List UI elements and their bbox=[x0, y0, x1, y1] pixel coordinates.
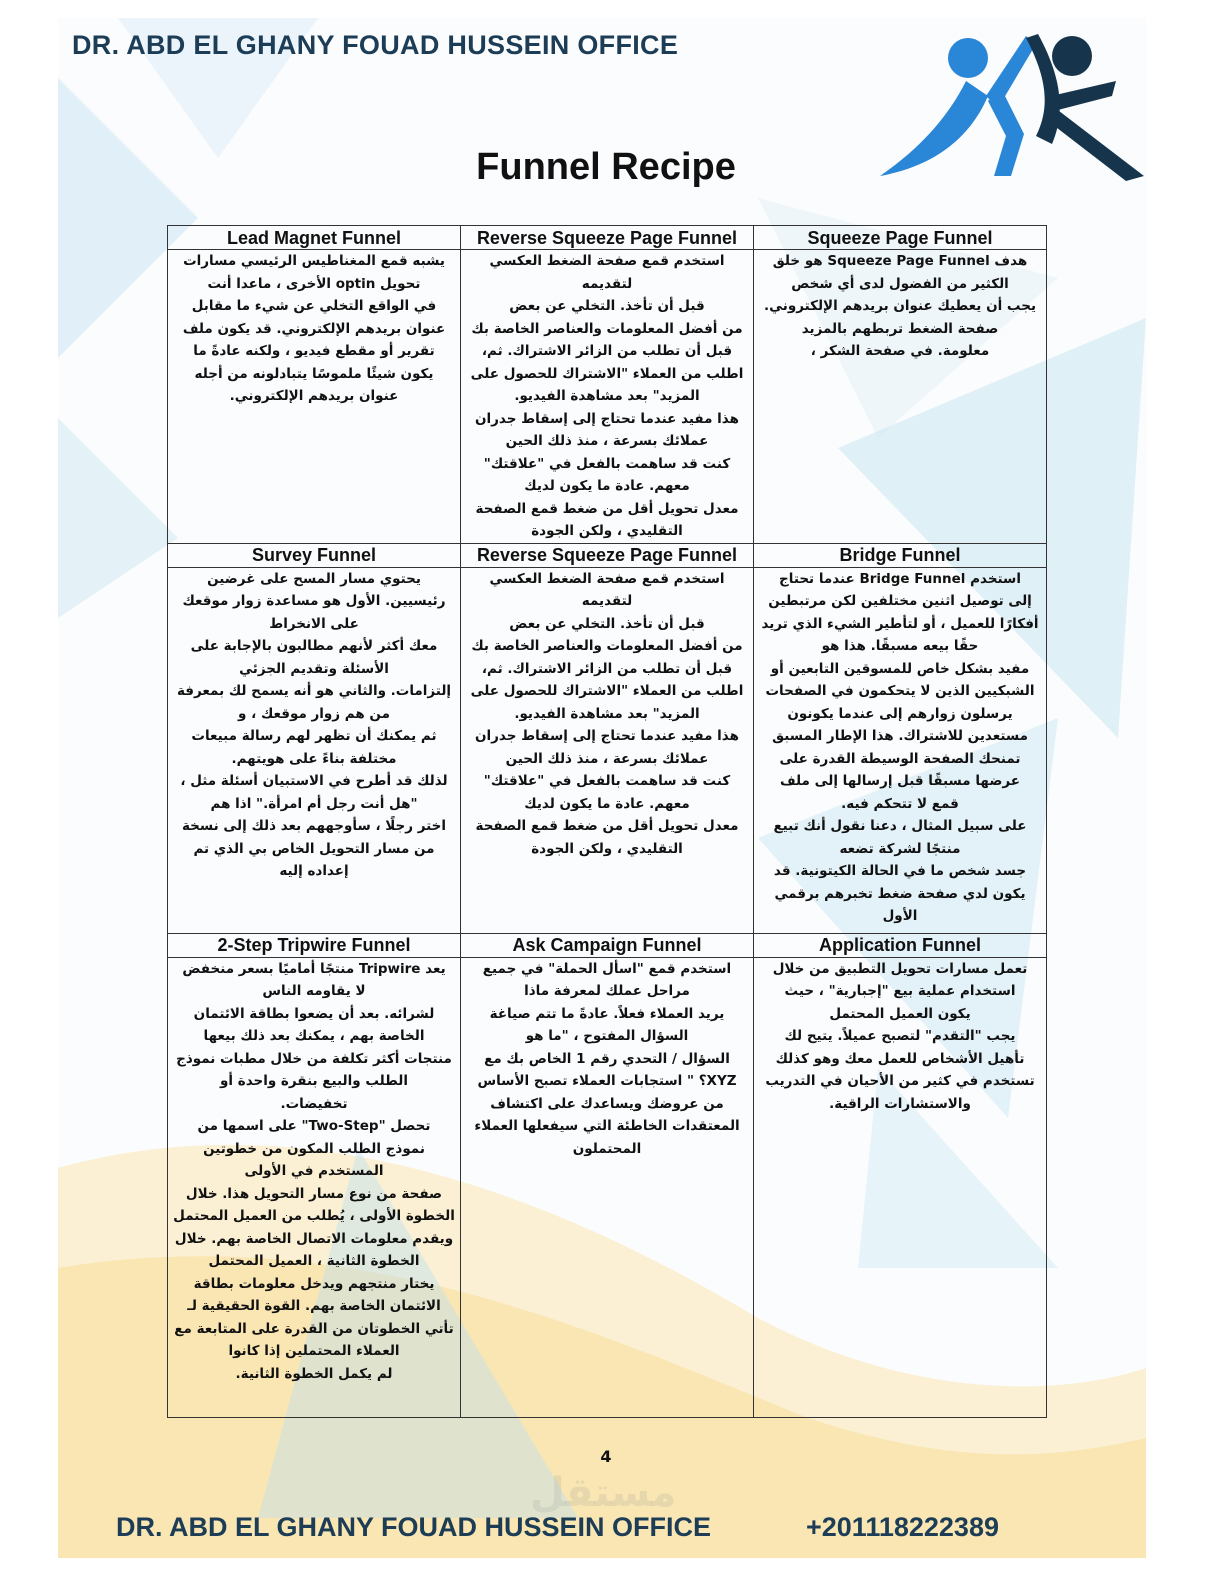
cell-body: يشبه قمع المغناطيس الرئيسي مسارات تحويل optin الأخرى ، ماعدا أنت في الواقع التخلي عن شيء ما مقابل عنوان بريدهم الإلكتروني. قد يكون ملف تقرير أو مقطع فيديو ، ولكنه عادةً ما يكون شيئًا ملموسًا يتبادلونه من أجله عنوان بريدهم الإلكتروني. bbox=[168, 250, 461, 544]
table-header-row bbox=[168, 226, 1047, 250]
cell-body: تعمل مسارات تحويل التطبيق من خلال استخدام عملية بيع "إجبارية" ، حيث يكون العميل المحتمل يجب "التقدم" لتصبح عميلاً. يتيح لك تأهيل الأشخاص للعمل معك وهو كذلك تستخدم في كثير من الأحيان في التدريب والاستشارات الراقية. bbox=[754, 957, 1047, 1417]
cell-body: استخدم قمع صفحة الضغط العكسي لتقديمه قبل أن تأخذ. التخلي عن بعض من أفضل المعلومات والعناصر الخاصة بك قبل أن تطلب من الزائر الاشتراك. ثم، اطلب من العملاء "الاشتراك للحصول على المزيد" بعد مشاهدة الفيديو. هذا مفيد عندما تحتاج إلى إسقاط جدران عملائك بسرعة ، منذ ذلك الحين كنت قد ساهمت بالفعل في "علاقتك" معهم. عادة ما يكون لديك معدل تحويل أقل من ضغط قمع الصفحة التقليدي ، ولكن الجودة bbox=[461, 250, 754, 544]
table-row bbox=[168, 567, 1047, 933]
header-office-name: DR. ABD EL GHANY FOUAD HUSSEIN OFFICE bbox=[72, 30, 679, 60]
page-number: 4 bbox=[600, 1447, 612, 1466]
cell-heading: Ask Campaign Funnel bbox=[461, 933, 754, 957]
page-title: Funnel Recipe bbox=[476, 146, 736, 188]
table-header-row bbox=[168, 543, 1047, 567]
cell-heading: 2-Step Tripwire Funnel bbox=[168, 933, 461, 957]
footer-phone: +201118222389 bbox=[806, 1512, 999, 1542]
cell-heading: Reverse Squeeze Page Funnel bbox=[461, 543, 754, 567]
footer-office-name: DR. ABD EL GHANY FOUAD HUSSEIN OFFICE bbox=[116, 1512, 712, 1542]
cell-heading: Bridge Funnel bbox=[754, 543, 1047, 567]
cell-body: استخدم قمع صفحة الضغط العكسي لتقديمه قبل أن تأخذ. التخلي عن بعض من أفضل المعلومات والعناصر الخاصة بك قبل أن تطلب من الزائر الاشتراك. ثم، اطلب من العملاء "الاشتراك للحصول على المزيد" بعد مشاهدة الفيديو. هذا مفيد عندما تحتاج إلى إسقاط جدران عملائك بسرعة ، منذ ذلك الحين كنت قد ساهمت بالفعل في "علاقتك" معهم. عادة ما يكون لديك معدل تحويل أقل من ضغط قمع الصفحة التقليدي ، ولكن الجودة bbox=[461, 567, 754, 933]
cell-body: استخدم Bridge Funnel عندما تحتاج إلى توصيل اثنين مختلفين لكن مرتبطين أفكارًا للعميل ، أو لتأطير الشيء الذي تريد حقًا بيعه مسبقًا. هذا هو مفيد بشكل خاص للمسوقين التابعين أو الشبكيين الذين لا يتحكمون في الصفحات يرسلون زوارهم إلى عندما يكونون مستعدين للاشتراك. هذا الإطار المسبق تمنحك الصفحة الوسيطة القدرة على عرضها مسبقًا قبل إرسالها إلى ملف قمع لا تتحكم فيه. على سبيل المثال ، دعنا نقول أنك تبيع منتجًا لشركة تضعه جسد شخص ما في الحالة الكيتونية. قد يكون لدي صفحة ضغط تخبرهم برقمي الأول bbox=[754, 567, 1047, 933]
cell-body: هدف Squeeze Page Funnel هو خلق الكثير من الفضول لدى أي شخص يجب أن يعطيك عنوان بريدهم الإلكتروني. صفحة الضغط تربطهم بالمزيد معلومة. في صفحة الشكر ، bbox=[754, 250, 1047, 544]
cell-heading: Survey Funnel bbox=[168, 543, 461, 567]
cell-body: يعد Tripwire منتجًا أماميًا بسعر منخفض لا يقاومه الناس لشرائه. بعد أن يضعوا بطاقة الائتمان الخاصة بهم ، يمكنك بعد ذلك بيعها منتجات أكثر تكلفة من خلال مطبات نموذج الطلب والبيع بنقرة واحدة أو تخفيضات. تحصل "Two-Step" على اسمها من نموذج الطلب المكون من خطوتين المستخدم في الأولى صفحة من نوع مسار التحويل هذا. خلال الخطوة الأولى ، يُطلب من العميل المحتمل ويقدم معلومات الاتصال الخاصة بهم. خلال الخطوة الثانية ، العميل المحتمل يختار منتجهم ويدخل معلومات بطاقة الائتمان الخاصة بهم. القوة الحقيقية لـ تأتي الخطوتان من القدرة على المتابعة مع العملاء المحتملين إذا كانوا لم يكمل الخطوة الثانية. bbox=[168, 957, 461, 1417]
cell-body: استخدم قمع "اسأل الحملة" في جميع مراحل عملك لمعرفة ماذا يريد العملاء فعلاً. عادةً ما تتم صياغة السؤال المفتوح ، "ما هو السؤال / التحدي رقم 1 الخاص بك مع XYZ؟ " استجابات العملاء تصبح الأساس من عروضك ويساعدك على اكتشاف المعتقدات الخاطئة التي سيفعلها العملاء المحتملون bbox=[461, 957, 754, 1417]
cell-heading: Application Funnel bbox=[754, 933, 1047, 957]
watermark: مستقل bbox=[530, 1470, 677, 1516]
table-row bbox=[168, 250, 1047, 544]
table-header-row bbox=[168, 933, 1047, 957]
cell-heading: Squeeze Page Funnel bbox=[754, 226, 1047, 250]
table-row bbox=[168, 957, 1047, 1417]
cell-body: يحتوي مسار المسح على غرضين رئيسيين. الأول هو مساعدة زوار موقعك على الانخراط معك أكثر لأنهم مطالبون بالإجابة على الأسئلة وتقديم الجزئي إلتزامات. والثاني هو أنه يسمح لك بمعرفة من هم زوار موقعك ، و ثم يمكنك أن تظهر لهم رسالة مبيعات مختلفة بناءً على هويتهم. لذلك قد أطرح في الاستبيان أسئلة مثل ، "هل أنت رجل أم امرأة." اذا هم اختر رجلًا ، سأوجههم بعد ذلك إلى نسخة من مسار التحويل الخاص بي الذي تم إعداده إليه bbox=[168, 567, 461, 933]
funnel-table bbox=[167, 225, 1047, 1418]
cell-heading: Lead Magnet Funnel bbox=[168, 226, 461, 250]
cell-heading: Reverse Squeeze Page Funnel bbox=[461, 226, 754, 250]
